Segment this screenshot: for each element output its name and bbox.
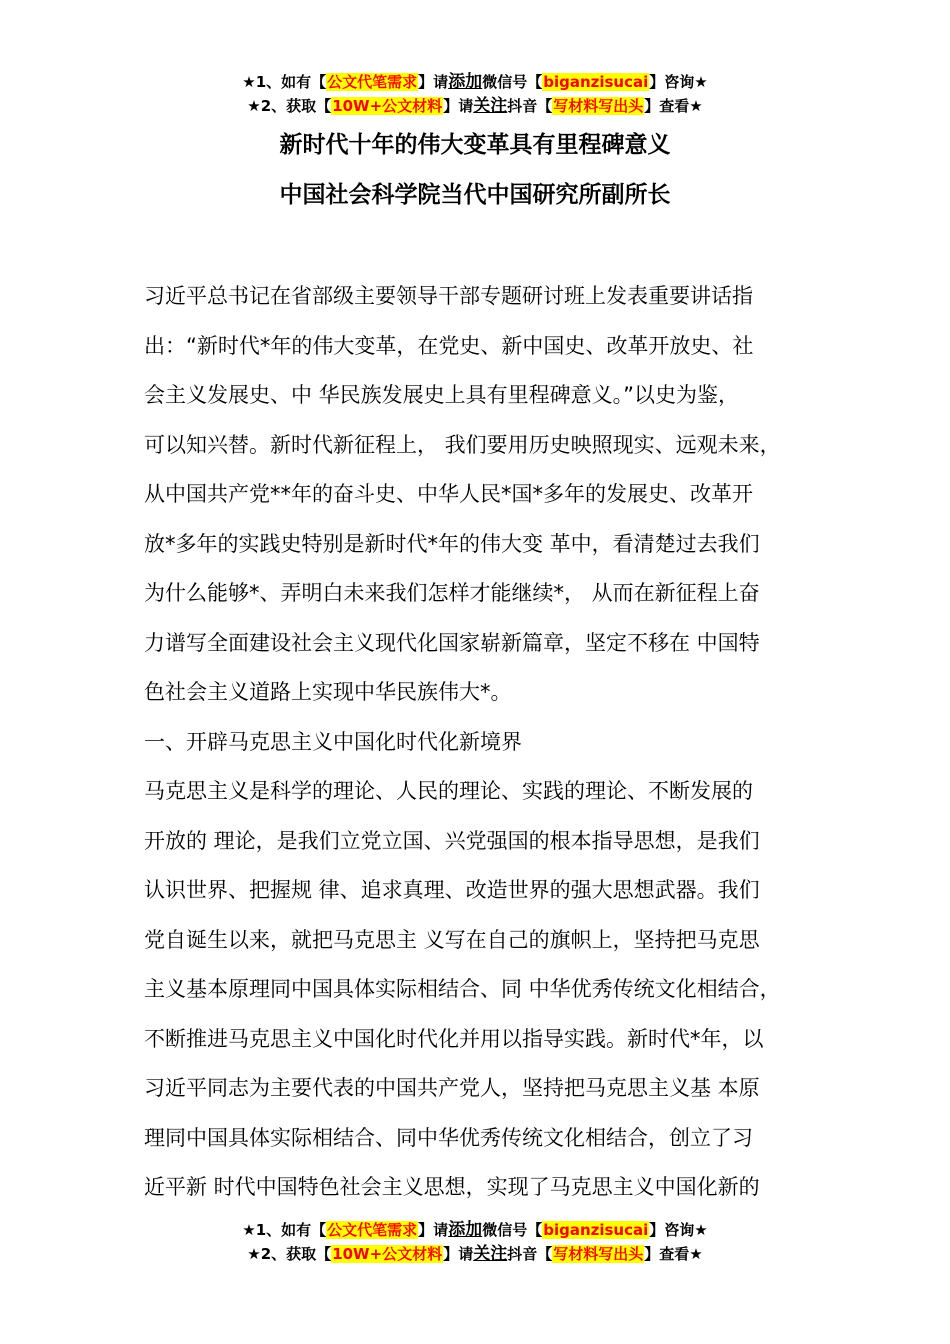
banner-text: ★2、获取【	[247, 97, 332, 115]
section-heading: 一、开辟马克思主义中国化时代化新境界	[144, 729, 522, 754]
body-line: 认识世界、把握规 律、追求真理、改造世界的强大思想武器。我们	[144, 878, 760, 902]
body-line: 出：“新时代*年的伟大变革，在党史、新中国史、改革开放史、社	[144, 333, 754, 358]
document-body	[144, 272, 844, 1213]
body-line: 不断推进马克思主义中国化时代化并用以指导实践。新时代*年，以	[144, 1026, 764, 1051]
banner-highlight: 写材料写出头	[553, 1245, 644, 1263]
banner-text: ★1、如有【	[242, 73, 327, 91]
body-line: 开放的 理论，是我们立党立国、兴党强国的根本指导思想，是我们	[144, 828, 760, 853]
body-line: 从中国共产党**年的奋斗史、中华人民*国*多年的发展史、改革开	[144, 482, 753, 506]
banner-highlight: 写材料写出头	[553, 97, 644, 115]
body-line: 马克思主义是科学的理论、人民的理论、实践的理论、不断发展的	[144, 779, 753, 803]
banner-line-2	[0, 1242, 950, 1266]
banner-text: 微信号【	[482, 73, 543, 91]
banner-text: 抖音【	[507, 1245, 553, 1263]
banner-highlight: biganzisucai	[543, 73, 649, 91]
banner-text: 】查看★	[644, 1245, 703, 1263]
banner-highlight: 10W+公文材料	[332, 1245, 443, 1263]
banner-emphasis: 添加	[448, 1220, 483, 1240]
body-line: 色社会主义道路上实现中华民族伟大*。	[144, 680, 512, 704]
body-line: 理同中国具体实际相结合、同中华优秀传统文化相结合，创立了习	[144, 1125, 753, 1150]
banner-text: 】请	[418, 73, 449, 91]
banner-text: 】咨询★	[649, 73, 708, 91]
bottom-banner	[0, 1218, 950, 1266]
body-line: 近平新 时代中国特色社会主义思想，实现了马克思主义中国化新的	[144, 1175, 760, 1199]
banner-text: 】请	[418, 1221, 449, 1239]
banner-highlight: 公文代笔需求	[327, 73, 418, 91]
body-line: 力谱写全面建设社会主义现代化国家崭新篇章，坚定不移在 中国特	[144, 630, 760, 655]
banner-text: 抖音【	[507, 97, 553, 115]
banner-text: 】请	[443, 1245, 474, 1263]
document-subtitle: 中国社会科学院当代中国研究所副所长	[279, 182, 671, 208]
body-line: 习近平同志为主要代表的中国共产党人，坚持把马克思主义基 本原	[144, 1076, 760, 1100]
banner-emphasis: 添加	[448, 72, 483, 92]
banner-emphasis: 关注	[473, 96, 508, 116]
banner-highlight: 公文代笔需求	[327, 1221, 418, 1239]
body-line: 可以知兴替。新时代新征程上， 我们要用历史映照现实、远观未来，	[144, 432, 781, 457]
banner-line-1	[0, 70, 950, 94]
body-line: 会主义发展史、中 华民族发展史上具有里程碑意义。”以史为鉴，	[144, 383, 740, 407]
banner-text: 】咨询★	[649, 1221, 708, 1239]
banner-emphasis: 关注	[473, 1244, 508, 1264]
banner-text: ★2、获取【	[247, 1245, 332, 1263]
banner-text: 微信号【	[482, 1221, 543, 1239]
body-line: 党自诞生以来，就把马克思主 义写在自己的旗帜上，坚持把马克思	[144, 927, 760, 952]
body-line: 主义基本原理同中国具体实际相结合、同 中华优秀传统文化相结合，	[144, 977, 781, 1001]
body-line: 为什么能够*、弄明白未来我们怎样才能继续*， 从而在新征程上奋	[144, 581, 760, 605]
banner-text: 】请	[443, 97, 474, 115]
banner-highlight: 10W+公文材料	[332, 97, 443, 115]
banner-line-1	[0, 1218, 950, 1242]
banner-text: ★1、如有【	[242, 1221, 327, 1239]
banner-highlight: biganzisucai	[543, 1221, 649, 1239]
body-line: 习近平总书记在省部级主要领导干部专题研讨班上发表重要讲话指	[144, 284, 753, 308]
banner-text: 】查看★	[644, 97, 703, 115]
top-banner	[0, 70, 950, 118]
banner-line-2	[0, 94, 950, 118]
body-line: 放*多年的实践史特别是新时代*年的伟大变 革中，看清楚过去我们	[144, 531, 760, 556]
document-title: 新时代十年的伟大变革具有里程碑意义	[279, 132, 671, 158]
